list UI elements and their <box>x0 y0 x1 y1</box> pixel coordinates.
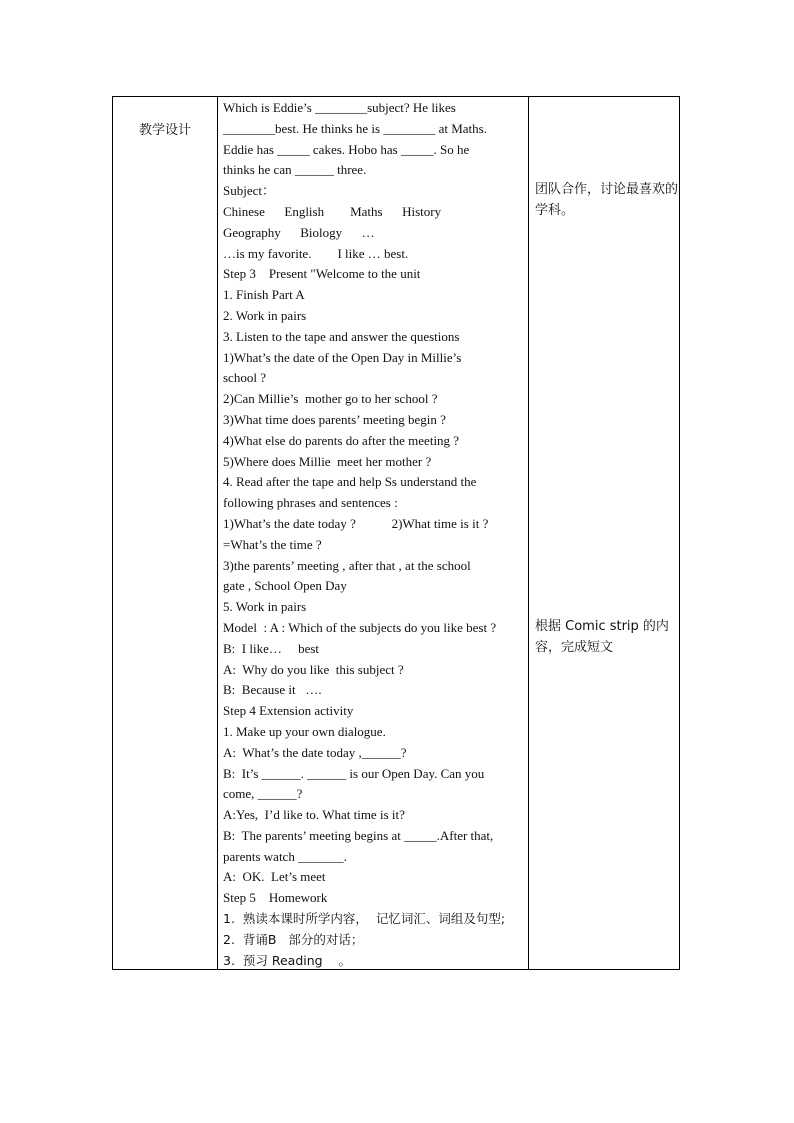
content-line: 3)the parents’ meeting , after that , at the school <box>223 557 471 573</box>
content-line: 5)Where does Millie meet her mother ? <box>223 453 432 469</box>
content-line: 4)What else do parents do after the meeting ? <box>223 432 460 448</box>
content-line: 2. Work in pairs <box>223 307 307 323</box>
content-line: …is my favorite. I like … best. <box>223 245 409 261</box>
content-line: parents watch _______. <box>223 848 347 864</box>
column-divider-2 <box>528 97 529 969</box>
content-line: thinks he can ______ three. <box>223 162 367 178</box>
content-line: A: OK. Let’s meet <box>223 869 326 885</box>
content-line: 4. Read after the tape and help Ss understand the <box>223 474 477 490</box>
content-line: 3. Listen to the tape and answer the questions <box>223 328 460 344</box>
content-line: come, ______? <box>223 786 303 802</box>
content-line: 1. Make up your own dialogue. <box>223 723 386 739</box>
content-line: Which is Eddie’s ________subject? He likes <box>223 100 456 115</box>
content-line: 1. 熟读本课时所学内容， 记忆词汇、词组及句型; <box>223 911 506 927</box>
content-line: 3. 预习 Reading 。 <box>223 952 351 968</box>
content-line: Chinese English Maths History <box>223 203 442 219</box>
content-line: Geography Biology … <box>223 224 375 240</box>
content-line: A:Yes, I’d like to. What time is it? <box>223 807 405 823</box>
content-line: Eddie has _____ cakes. Hobo has _____. So he <box>223 141 470 157</box>
content-line: B: Because it …. <box>223 682 322 698</box>
content-line: following phrases and sentences : <box>223 495 398 511</box>
content-line: B: I like… best <box>223 640 320 656</box>
content-line: Subject： <box>223 183 275 199</box>
content-line: ________best. He thinks he is ________ at Maths. <box>223 120 487 136</box>
content-line: 2)Can Millie’s mother go to her school ? <box>223 391 438 407</box>
content-line: 1)What’s the date of the Open Day in Millie’s <box>223 349 462 365</box>
content-line: 3)What time does parents’ meeting begin ? <box>223 411 446 427</box>
content-line: 1)What’s the date today ? 2)What time is it ? <box>223 515 489 531</box>
content-line: A: Why do you like this subject ? <box>223 661 404 677</box>
column-divider-1 <box>217 97 218 969</box>
teaching-note-teamwork: 团队合作，讨论最喜欢的学科。 <box>535 182 679 218</box>
content-line: gate , School Open Day <box>223 578 347 594</box>
content-line: school ? <box>223 370 266 386</box>
lesson-content <box>223 98 527 971</box>
lesson-plan-table <box>112 96 680 970</box>
content-line: 1. Finish Part A <box>223 287 305 303</box>
content-line: Step 5 Homework <box>223 890 328 906</box>
content-line: 2. 背诵B 部分的对话； <box>223 931 364 947</box>
content-line: Model : A : Which of the subjects do you like best ? <box>223 619 497 635</box>
content-line: B: The parents’ meeting begins at _____.After that, <box>223 827 494 843</box>
content-line: 5. Work in pairs <box>223 599 307 615</box>
content-line: A: What’s the date today ,______? <box>223 744 407 760</box>
section-label: 教学设计 <box>138 123 191 138</box>
content-line: B: It’s ______. ______ is our Open Day. Can you <box>223 765 485 781</box>
teaching-note-comic-strip: 根据 Comic strip 的内容，完成短文 <box>535 619 669 655</box>
content-line: Step 4 Extension activity <box>223 703 354 719</box>
content-line: =What’s the time ? <box>223 536 322 552</box>
content-line: Step 3 Present "Welcome to the unit <box>223 266 421 282</box>
